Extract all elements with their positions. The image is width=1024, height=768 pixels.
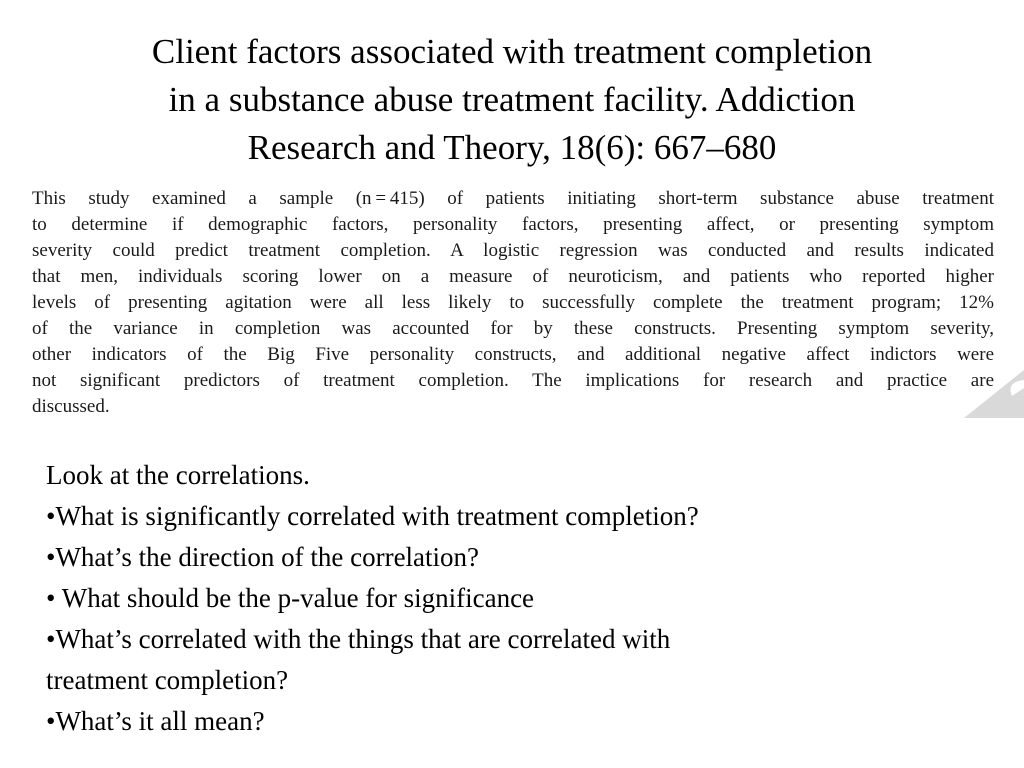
title-line: Client factors associated with treatment completion <box>151 32 873 71</box>
discussion-questions <box>46 455 976 742</box>
title-line: Research and Theory, 18(6): 667–680 <box>247 128 777 167</box>
question-line: •What’s it all mean? <box>46 706 265 736</box>
abstract-line: This study examined a sample (n = 415) of patients initiating short-term substance abuse treatment <box>32 188 994 209</box>
question-line: treatment completion? <box>46 665 289 695</box>
abstract-text <box>32 186 994 418</box>
abstract-line: other indicators of the Big Five personality constructs, and additional negative affect indictors were <box>32 344 994 365</box>
abstract-line: levels of presenting agitation were all less likely to successfully complete the treatment program; 12% <box>32 292 994 313</box>
question-line: •What’s the direction of the correlation? <box>46 542 480 572</box>
page-curl-icon <box>934 348 1024 418</box>
abstract-line: severity could predict treatment completion. A logistic regression was conducted and results indicated <box>32 240 994 261</box>
abstract-line: of the variance in completion was accounted for by these constructs. Presenting symptom severity, <box>32 318 994 339</box>
abstract-line: discussed. <box>32 396 110 417</box>
title-line: in a substance abuse treatment facility. Addiction <box>168 80 856 119</box>
abstract-line: to determine if demographic factors, personality factors, presenting affect, or presenting symptom <box>32 214 994 235</box>
abstract-line: not significant predictors of treatment completion. The implications for research and practice are <box>32 370 994 391</box>
question-line: •What is significantly correlated with treatment completion? <box>46 501 699 531</box>
abstract-image <box>0 180 1024 418</box>
abstract-line: that men, individuals scoring lower on a measure of neuroticism, and patients who reported higher <box>32 266 994 287</box>
question-line: Look at the correlations. <box>46 460 310 490</box>
question-line: •What’s correlated with the things that are correlated with <box>46 624 671 654</box>
slide-title <box>60 28 964 172</box>
question-line: • What should be the p-value for significance <box>46 583 535 613</box>
